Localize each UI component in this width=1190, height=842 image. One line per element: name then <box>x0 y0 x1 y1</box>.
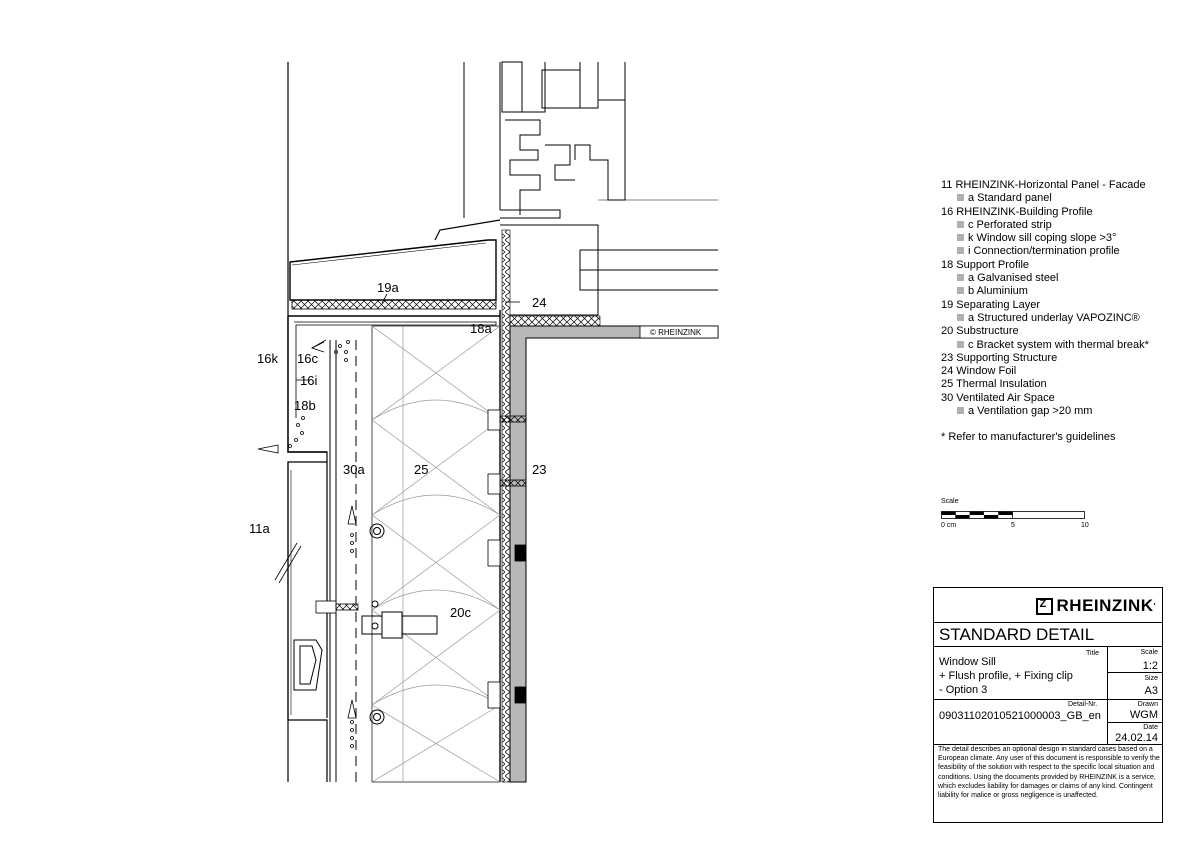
legend-item: 25 Thermal Insulation <box>941 378 1047 391</box>
legend-item: 18 Support Profile <box>941 258 1030 271</box>
size-label: Size <box>1144 675 1158 682</box>
legend-subitem: k Window sill coping slope >3° <box>941 232 1149 245</box>
callout-18b: 18b <box>294 398 316 413</box>
legend-square-icon <box>957 194 964 201</box>
callout-18a: 18a <box>470 321 492 336</box>
scale-tick-0: 0 cm <box>941 522 957 529</box>
legend-subitem: c Perforated strip <box>941 219 1149 232</box>
legend-subitem: i Connection/termination profile <box>941 245 1149 258</box>
logo-row <box>934 588 1162 623</box>
title-line-1: Window Sill <box>939 656 996 668</box>
support-profile-18 <box>330 340 437 782</box>
legend-square-icon <box>957 341 964 348</box>
copyright-label: © RHEINZINK <box>650 328 702 337</box>
title-line-3: - Option 3 <box>939 684 988 696</box>
date-value: 24.02.14 <box>1115 732 1158 744</box>
scale-value: 1:2 <box>1142 660 1158 672</box>
drawn-value: WGM <box>1129 709 1158 721</box>
legend-square-icon <box>957 287 964 294</box>
legend-item: 11 RHEINZINK-Horizontal Panel - Facade <box>941 179 1146 191</box>
bracket-fasteners-20c <box>316 410 526 708</box>
callout-16i: 16i <box>300 373 318 388</box>
title-label: Title <box>1086 650 1099 657</box>
legend-square-icon <box>957 234 964 241</box>
scale-bar <box>941 498 1091 534</box>
callout-25: 25 <box>414 462 429 477</box>
legend-square-icon <box>957 274 964 281</box>
legend-square-icon <box>957 247 964 254</box>
window-foil-24 <box>502 230 510 782</box>
title-line-2: + Flush profile, + Fixing clip <box>939 670 1073 682</box>
legend-subitem: a Standard panel <box>941 192 1149 205</box>
legend-item: 23 Supporting Structure <box>941 351 1058 364</box>
legend-square-icon <box>957 314 964 321</box>
callout-11a: 11a <box>249 521 270 536</box>
callout-16k: 16k <box>257 351 278 366</box>
callout-19a: 19a <box>377 280 399 295</box>
sill-coping <box>288 240 500 782</box>
scale-title: Scale <box>941 498 959 505</box>
legend-item: 16 RHEINZINK-Building Profile <box>941 205 1093 218</box>
callout-24: 24 <box>532 295 547 310</box>
detail-value: 09031102010521000003_GB_en <box>939 710 1101 722</box>
legend-square-icon <box>957 407 964 414</box>
rheinzink-logo: Z RHEINZINK ' <box>1036 596 1156 616</box>
legend-item: 19 Separating Layer <box>941 298 1041 311</box>
legend-square-icon <box>957 221 964 228</box>
title-block <box>933 587 1163 823</box>
supporting-structure-23 <box>510 326 718 782</box>
legend-item: 24 Window Foil <box>941 365 1017 378</box>
callout-16c: 16c <box>297 351 318 366</box>
legend-subitem: c Bracket system with thermal break* <box>941 339 1149 352</box>
termination-profile <box>294 640 322 690</box>
disclaimer-text: The detail describes an optional design in standard cases based on a European climate. Any user of this document is responsible to verify the feasibility of the solution with respect to the specific local situation and conditions. Using the documents provided by RHEINZINK is a service, which excludes liability for damages or claims of any kind. Contingent liability for malice or gross negligence is unaffected. <box>938 746 1160 800</box>
legend-subitem: a Ventilation gap >20 mm <box>941 405 1149 418</box>
callout-30a: 30a <box>343 462 365 477</box>
standard-detail-heading: STANDARD DETAIL <box>934 622 1162 647</box>
separating-layer-19a <box>292 300 496 309</box>
scale-graphic <box>941 508 1091 532</box>
callout-23: 23 <box>532 462 547 477</box>
legend-item: 20 Substructure <box>941 325 1019 338</box>
date-label: Date <box>1143 724 1158 731</box>
scale-label: Scale <box>1140 649 1158 656</box>
legend-subitem: a Structured underlay VAPOZINC® <box>941 312 1149 325</box>
legend-note: * Refer to manufacturer's guidelines <box>941 431 1116 444</box>
legend-subitem: b Aluminium <box>941 285 1149 298</box>
detail-label: Detail-Nr. <box>1068 701 1098 708</box>
legend <box>941 179 1149 445</box>
drawn-label: Drawn <box>1137 701 1158 708</box>
scale-tick-5: 5 <box>1011 522 1015 529</box>
window-insulation <box>510 316 600 326</box>
legend-item: 30 Ventilated Air Space <box>941 391 1055 404</box>
facade-panel-11a <box>275 62 327 782</box>
size-value: A3 <box>1144 685 1158 697</box>
callout-20c: 20c <box>450 605 471 620</box>
rheinzink-logo-icon <box>1036 598 1053 615</box>
scale-tick-10: 10 <box>1081 522 1089 529</box>
thermal-insulation-25 <box>372 326 500 782</box>
legend-subitem: a Galvanised steel <box>941 272 1149 285</box>
